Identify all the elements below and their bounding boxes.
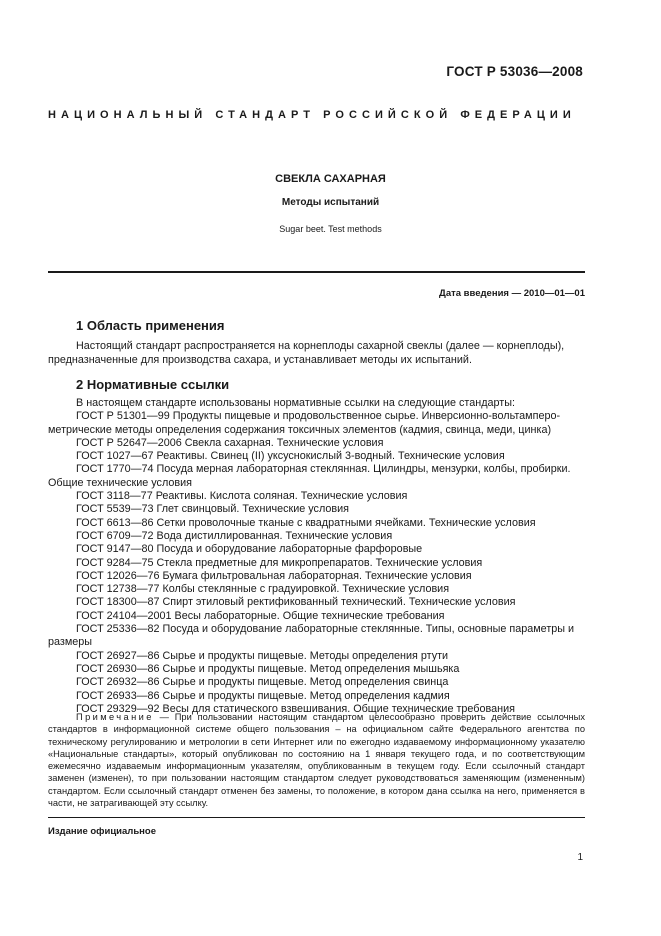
note-block xyxy=(48,711,585,809)
reference-item: ГОСТ 26933—86 Сырье и продукты пищевые. Метод определения кадмия xyxy=(76,689,450,702)
official-edition-label: Издание официальное xyxy=(48,826,156,837)
note-paragraph xyxy=(48,711,585,809)
document-number: ГОСТ Р 53036—2008 xyxy=(446,64,583,79)
reference-item: ГОСТ 1027—67 Реактивы. Свинец (II) уксуснокислый 3-водный. Технические условия xyxy=(76,450,505,463)
reference-item: ГОСТ 6613—86 Сетки проволочные тканые с квадратными ячейками. Технические условия xyxy=(76,516,536,529)
reference-item: ГОСТ 25336—82 Посуда и оборудование лабораторные стеклянные. Типы, основные параметры и размеры xyxy=(48,623,575,649)
introduction-date: Дата введения — 2010—01—01 xyxy=(439,288,585,299)
document-title: СВЕКЛА САХАРНАЯ xyxy=(275,173,386,185)
reference-item: ГОСТ 5539—73 Глет свинцовый. Технические условия xyxy=(76,503,350,516)
national-standard-heading: НАЦИОНАЛЬНЫЙ СТАНДАРТ РОССИЙСКОЙ ФЕДЕРАЦИИ xyxy=(48,109,576,121)
section-1-body xyxy=(48,340,585,367)
reference-item: ГОСТ Р 51301—99 Продукты пищевые и продовольственное сырье. Инверсионно-вольтамперо-метрические методы определения содержания токсичных элементов (кадмия, свинца, меди, цинка) xyxy=(48,410,561,436)
note-text: — При пользовании настоящим стандартом целесообразно проверить действие ссылочных стандартов в информационной системе общего пользования – на официальном сайте Федерального агентства по техническому регулированию и метрологии в сети Интернет или по ежегодно издаваемому информационному указателю «Национальные стандарты», который опубликован по состоянию на 1 января текущего года, и по соответствующим ежемесячно издаваемым информационным указателям, опубликованным в текущем году. Если ссылочный стандарт заменен (изменен), то при пользовании настоящим стандартом следует руководствоваться заменяющим (измененным) стандартом. Если ссылочный стандарт отменен без замены, то положение, в котором дана ссылка на него, применяется в части, не затрагивающей эту ссылку. xyxy=(48,712,585,809)
reference-item: ГОСТ 1770—74 Посуда мерная лабораторная стеклянная. Цилиндры, мензурки, колбы, пробирки. Общие технические условия xyxy=(48,463,571,489)
reference-item: ГОСТ 9284—75 Стекла предметные для микропрепаратов. Технические условия xyxy=(76,556,483,569)
reference-item: ГОСТ 26930—86 Сырье и продукты пищевые. Метод определения мышьяка xyxy=(76,662,460,675)
reference-item: ГОСТ 12026—76 Бумага фильтровальная лабораторная. Технические условия xyxy=(76,569,472,582)
reference-item: ГОСТ Р 52647—2006 Свекла сахарная. Технические условия xyxy=(76,436,384,449)
section-1-text: Настоящий стандарт распространяется на корнеплоды сахарной свеклы (далее — корнеплоды), предназначенные для производства сахара, и устанавливает методы их испытаний. xyxy=(48,340,565,366)
reference-item: ГОСТ 24104—2001 Весы лабораторные. Общие технические требования xyxy=(76,609,445,622)
reference-item: ГОСТ 3118—77 Реактивы. Кислота соляная. Технические условия xyxy=(76,490,408,503)
page-number: 1 xyxy=(577,852,583,863)
reference-item: ГОСТ 12738—77 Колбы стеклянные с градуировкой. Технические условия xyxy=(76,583,450,596)
reference-item: ГОСТ 6709—72 Вода дистиллированная. Технические условия xyxy=(76,529,393,542)
english-title: Sugar beet. Test methods xyxy=(279,224,382,234)
section-1-heading: 1 Область применения xyxy=(76,318,225,333)
reference-item: ГОСТ 18300—87 Спирт этиловый ректификованный технический. Технические условия xyxy=(76,596,516,609)
footer-divider xyxy=(48,817,585,818)
section-2-heading: 2 Нормативные ссылки xyxy=(76,377,230,392)
normative-references-list xyxy=(48,397,585,716)
note-label: Примечание xyxy=(76,712,154,722)
references-intro: В настоящем стандарте использованы нормативные ссылки на следующие стандарты: xyxy=(76,397,515,409)
reference-item: ГОСТ 9147—80 Посуда и оборудование лабораторные фарфоровые xyxy=(76,543,423,556)
document-subtitle: Методы испытаний xyxy=(281,197,380,208)
title-divider xyxy=(48,271,585,273)
reference-item: ГОСТ 29329—92 Весы для статического взвешивания. Общие технические требования xyxy=(76,702,515,715)
reference-item: ГОСТ 26932—86 Сырье и продукты пищевые. Метод определения свинца xyxy=(76,676,449,689)
reference-item: ГОСТ 26927—86 Сырье и продукты пищевые. Методы определения ртути xyxy=(76,649,449,662)
